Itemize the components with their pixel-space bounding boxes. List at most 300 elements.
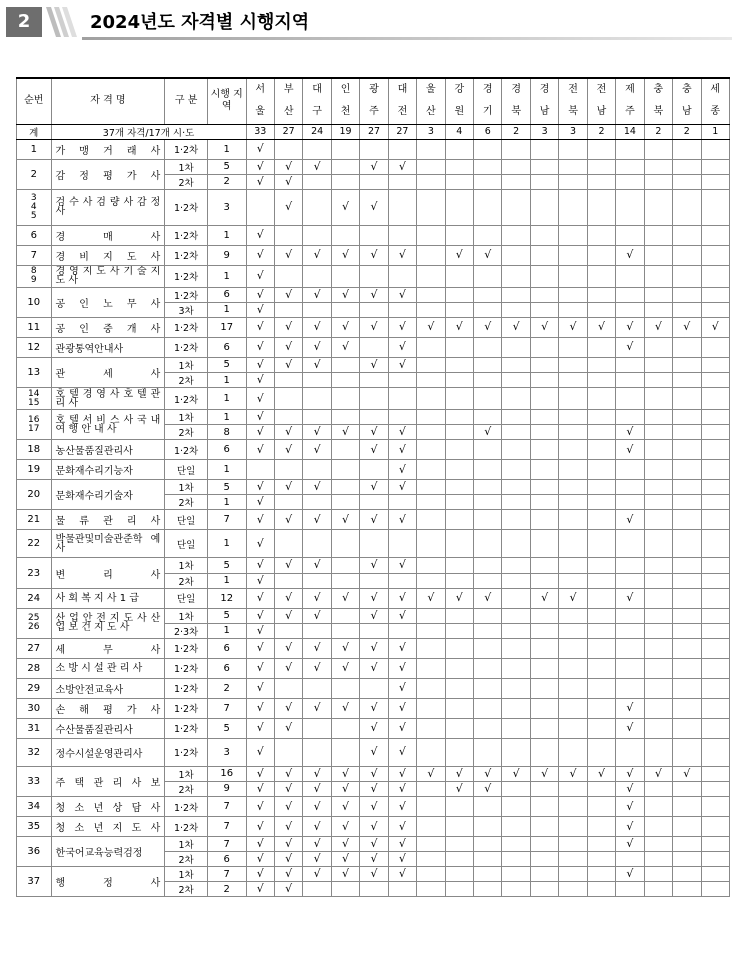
region-cell [587,174,615,189]
region-cell [673,588,701,608]
region-cell [360,817,388,837]
region-cell [587,372,615,387]
row-number: 22 [17,530,52,558]
region-cell [559,766,587,781]
region-cell [303,245,331,265]
region-cell [388,623,416,638]
region-cell [502,781,530,796]
region-cell [417,189,445,225]
qualification-name: 주 택 관 리 사 보 [51,766,165,796]
row-number: 27 [17,638,52,658]
region-cell [303,738,331,766]
check-mark-icon: √ [256,442,264,456]
exam-stage: 1·2차 [165,265,208,287]
region-cell [559,410,587,425]
region-cell [474,510,502,530]
region-cell [417,852,445,867]
row-number: 33 [17,766,52,796]
check-mark-icon: √ [285,248,293,262]
check-mark-icon: √ [256,623,264,637]
total-count-9: 2 [502,124,530,139]
region-cell [417,302,445,317]
site-count: 7 [207,817,246,837]
region-cell [246,440,274,460]
region-cell [701,139,729,159]
check-mark-icon: √ [256,745,264,759]
region-cell [303,388,331,410]
region-cell [388,480,416,495]
region-cell [559,225,587,245]
region-cell [559,174,587,189]
region-cell [673,738,701,766]
check-mark-icon: √ [370,200,378,214]
region-cell [644,530,672,558]
region-cell [246,159,274,174]
region-cell [673,265,701,287]
region-cell [673,882,701,897]
region-cell [331,440,359,460]
region-cell [360,425,388,440]
region-cell [445,797,473,817]
region-cell [417,174,445,189]
region-cell [673,139,701,159]
region-cell [274,558,302,573]
region-cell [445,388,473,410]
site-count: 6 [207,440,246,460]
check-mark-icon: √ [427,766,435,780]
check-mark-icon: √ [313,867,321,881]
region-cell [701,357,729,372]
region-cell [360,638,388,658]
exam-stage: 1차 [165,410,208,425]
region-cell [587,530,615,558]
region-cell [502,738,530,766]
region-cell [644,225,672,245]
region-cell [559,852,587,867]
region-cell [388,388,416,410]
row-number: 23 [17,558,52,588]
region-cell [388,573,416,588]
region-cell [530,797,558,817]
page-title: 2024년도 자격별 시행지역 [90,12,310,33]
check-mark-icon: √ [484,425,492,439]
check-mark-icon: √ [342,248,350,262]
check-mark-icon: √ [398,608,406,622]
row-number: 29 [17,678,52,698]
site-count: 16 [207,766,246,781]
region-cell [474,139,502,159]
region-cell [388,558,416,573]
region-cell [559,608,587,623]
region-cell [587,425,615,440]
region-cell [246,302,274,317]
region-cell [331,189,359,225]
region-cell [530,678,558,698]
region-cell [246,425,274,440]
region-cell [274,638,302,658]
region-cell [559,797,587,817]
region-cell [246,658,274,678]
site-count: 1 [207,388,246,410]
region-cell [417,410,445,425]
region-cell [417,460,445,480]
total-count-15: 2 [673,124,701,139]
check-mark-icon: √ [256,681,264,695]
region-cell [701,410,729,425]
region-cell [246,558,274,573]
region-cell [274,608,302,623]
region-cell [274,139,302,159]
region-cell [388,139,416,159]
region-cell [274,766,302,781]
region-cell [502,410,530,425]
table-row [17,225,730,245]
check-mark-icon: √ [597,320,605,334]
region-cell [673,852,701,867]
check-mark-icon: √ [256,573,264,587]
check-mark-icon: √ [285,425,293,439]
check-mark-icon: √ [484,320,492,334]
region-cell [559,388,587,410]
region-cell [701,638,729,658]
check-mark-icon: √ [313,248,321,262]
exam-stage: 1·2차 [165,139,208,159]
table-row [17,357,730,372]
region-cell [644,766,672,781]
total-count-5: 27 [388,124,416,139]
region-cell [474,608,502,623]
check-mark-icon: √ [256,391,264,405]
region-cell [616,766,644,781]
region-cell [616,738,644,766]
region-cell [616,287,644,302]
region-cell [559,837,587,852]
region-cell [274,718,302,738]
region-cell [360,573,388,588]
table-row [17,410,730,425]
exam-stage: 2차 [165,372,208,387]
check-mark-icon: √ [626,721,634,735]
exam-stage: 1·2차 [165,698,208,718]
region-cell [417,766,445,781]
row-number: 36 [17,837,52,867]
region-cell [616,460,644,480]
region-cell [331,317,359,337]
region-cell [445,357,473,372]
qualification-name: 세 무 사 [51,638,165,658]
site-count: 6 [207,658,246,678]
check-mark-icon: √ [256,608,264,622]
region-cell [474,678,502,698]
check-mark-icon: √ [285,558,293,572]
region-cell [587,837,615,852]
region-cell [303,781,331,796]
qualification-name: 사 회 복 지 사 1 급 [51,588,165,608]
row-number: 28 [17,658,52,678]
region-cell [644,797,672,817]
region-cell [587,139,615,159]
region-cell [417,718,445,738]
check-mark-icon: √ [342,287,350,301]
total-count-1: 27 [274,124,302,139]
check-mark-icon: √ [398,641,406,655]
region-cell [673,678,701,698]
region-cell [417,480,445,495]
region-cell [417,817,445,837]
region-cell [587,658,615,678]
region-cell [388,372,416,387]
check-mark-icon: √ [370,591,378,605]
region-cell [445,174,473,189]
region-cell [360,588,388,608]
region-cell [502,638,530,658]
region-cell [502,317,530,337]
region-cell [474,425,502,440]
region-cell [388,718,416,738]
region-cell [388,410,416,425]
exam-stage: 1차 [165,159,208,174]
region-cell [530,510,558,530]
region-cell [587,638,615,658]
region-cell [502,718,530,738]
region-cell [673,372,701,387]
region-cell [445,265,473,287]
exam-stage: 1차 [165,837,208,852]
region-cell [673,867,701,882]
check-mark-icon: √ [370,512,378,526]
region-cell [246,638,274,658]
table-body [17,124,730,897]
region-cell [417,317,445,337]
region-cell [616,174,644,189]
region-cell [644,317,672,337]
region-cell [274,882,302,897]
qualification-name: 산 업 안 전 지 도 사 산 업 보 건 지 도 사 [51,608,165,638]
region-cell [559,480,587,495]
region-cell [616,139,644,159]
check-mark-icon: √ [256,373,264,387]
site-count: 5 [207,558,246,573]
region-cell [360,698,388,718]
region-cell [274,738,302,766]
region-cell [502,388,530,410]
col-header-region-12: 전 남 [587,78,615,124]
check-mark-icon: √ [256,228,264,242]
region-cell [644,678,672,698]
check-mark-icon: √ [256,357,264,371]
region-cell [246,882,274,897]
region-cell [303,357,331,372]
check-mark-icon: √ [313,608,321,622]
region-cell [673,410,701,425]
region-cell [417,245,445,265]
region-cell [474,781,502,796]
region-cell [360,837,388,852]
region-cell [303,837,331,852]
total-count-2: 24 [303,124,331,139]
exam-stage: 1차 [165,558,208,573]
region-cell [616,530,644,558]
region-cell [701,698,729,718]
check-mark-icon: √ [285,320,293,334]
region-cell [673,287,701,302]
region-cell [587,781,615,796]
table-row [17,588,730,608]
check-mark-icon: √ [427,320,435,334]
site-count: 7 [207,797,246,817]
region-cell [246,495,274,510]
region-cell [673,510,701,530]
qualification-name: 행 정 사 [51,867,165,897]
region-cell [701,317,729,337]
region-cell [388,658,416,678]
exam-stage: 1·2차 [165,287,208,302]
region-cell [701,265,729,287]
check-mark-icon: √ [370,766,378,780]
region-cell [360,265,388,287]
region-cell [417,623,445,638]
region-cell [587,225,615,245]
region-cell [474,797,502,817]
region-cell [417,658,445,678]
row-number: 7 [17,245,52,265]
region-cell [445,159,473,174]
total-count-10: 3 [530,124,558,139]
check-mark-icon: √ [427,591,435,605]
region-cell [274,410,302,425]
region-cell [445,867,473,882]
row-number: 32 [17,738,52,766]
region-cell [559,159,587,174]
region-cell [246,317,274,337]
exam-stage: 1·2차 [165,440,208,460]
region-cell [445,698,473,718]
region-cell [274,225,302,245]
check-mark-icon: √ [370,745,378,759]
qualification-name: 농산물품질관리사 [51,440,165,460]
table-row [17,530,730,558]
region-cell [673,638,701,658]
region-cell [502,766,530,781]
region-cell [445,245,473,265]
col-header-region-10: 경 남 [530,78,558,124]
exam-stage: 1·2차 [165,317,208,337]
region-cell [303,225,331,245]
region-cell [530,867,558,882]
region-cell [331,425,359,440]
region-cell [360,287,388,302]
region-cell [530,718,558,738]
region-cell [303,678,331,698]
region-cell [474,837,502,852]
region-cell [701,837,729,852]
region-cell [673,698,701,718]
row-number: 11 [17,317,52,337]
check-mark-icon: √ [626,867,634,881]
region-cell [559,558,587,573]
region-cell [530,480,558,495]
region-cell [331,302,359,317]
region-cell [587,797,615,817]
region-cell [303,265,331,287]
table-row [17,797,730,817]
region-cell [530,425,558,440]
region-cell [587,302,615,317]
region-cell [502,372,530,387]
region-cell [502,302,530,317]
region-cell [445,837,473,852]
region-cell [274,189,302,225]
region-cell [274,510,302,530]
region-cell [274,480,302,495]
check-mark-icon: √ [285,174,293,188]
region-cell [417,225,445,245]
col-header-region-2: 대 구 [303,78,331,124]
region-cell [360,440,388,460]
col-header-sites [207,78,246,124]
region-cell [445,852,473,867]
region-cell [474,766,502,781]
region-cell [360,766,388,781]
check-mark-icon: √ [256,867,264,881]
region-cell [644,573,672,588]
total-row [17,124,730,139]
section-number-badge: 2 [6,7,42,37]
check-mark-icon: √ [285,591,293,605]
check-mark-icon: √ [256,721,264,735]
row-number: 6 [17,225,52,245]
check-mark-icon: √ [711,320,719,334]
region-cell [530,623,558,638]
region-cell [274,425,302,440]
exam-stage: 1차 [165,766,208,781]
table-row [17,678,730,698]
check-mark-icon: √ [256,142,264,155]
region-cell [445,573,473,588]
region-cell [331,174,359,189]
region-cell [445,658,473,678]
check-mark-icon: √ [370,357,378,371]
region-cell [417,638,445,658]
table-row [17,460,730,480]
check-mark-icon: √ [256,410,264,424]
region-cell [530,357,558,372]
qualification-name: 박물관및미술관준학 예 사 [51,530,165,558]
region-cell [587,698,615,718]
col-header-region-1: 부 산 [274,78,302,124]
region-cell [417,530,445,558]
region-cell [331,766,359,781]
region-cell [303,189,331,225]
site-count: 1 [207,139,246,159]
region-cell [559,638,587,658]
region-cell [644,245,672,265]
region-cell [246,139,274,159]
region-cell [673,530,701,558]
region-cell [445,623,473,638]
region-cell [559,425,587,440]
check-mark-icon: √ [398,837,406,851]
site-count: 17 [207,317,246,337]
region-cell [701,882,729,897]
region-cell [474,372,502,387]
check-mark-icon: √ [313,641,321,655]
check-mark-icon: √ [342,591,350,605]
check-mark-icon: √ [313,852,321,866]
site-count: 6 [207,852,246,867]
region-cell [303,608,331,623]
table-row [17,159,730,174]
